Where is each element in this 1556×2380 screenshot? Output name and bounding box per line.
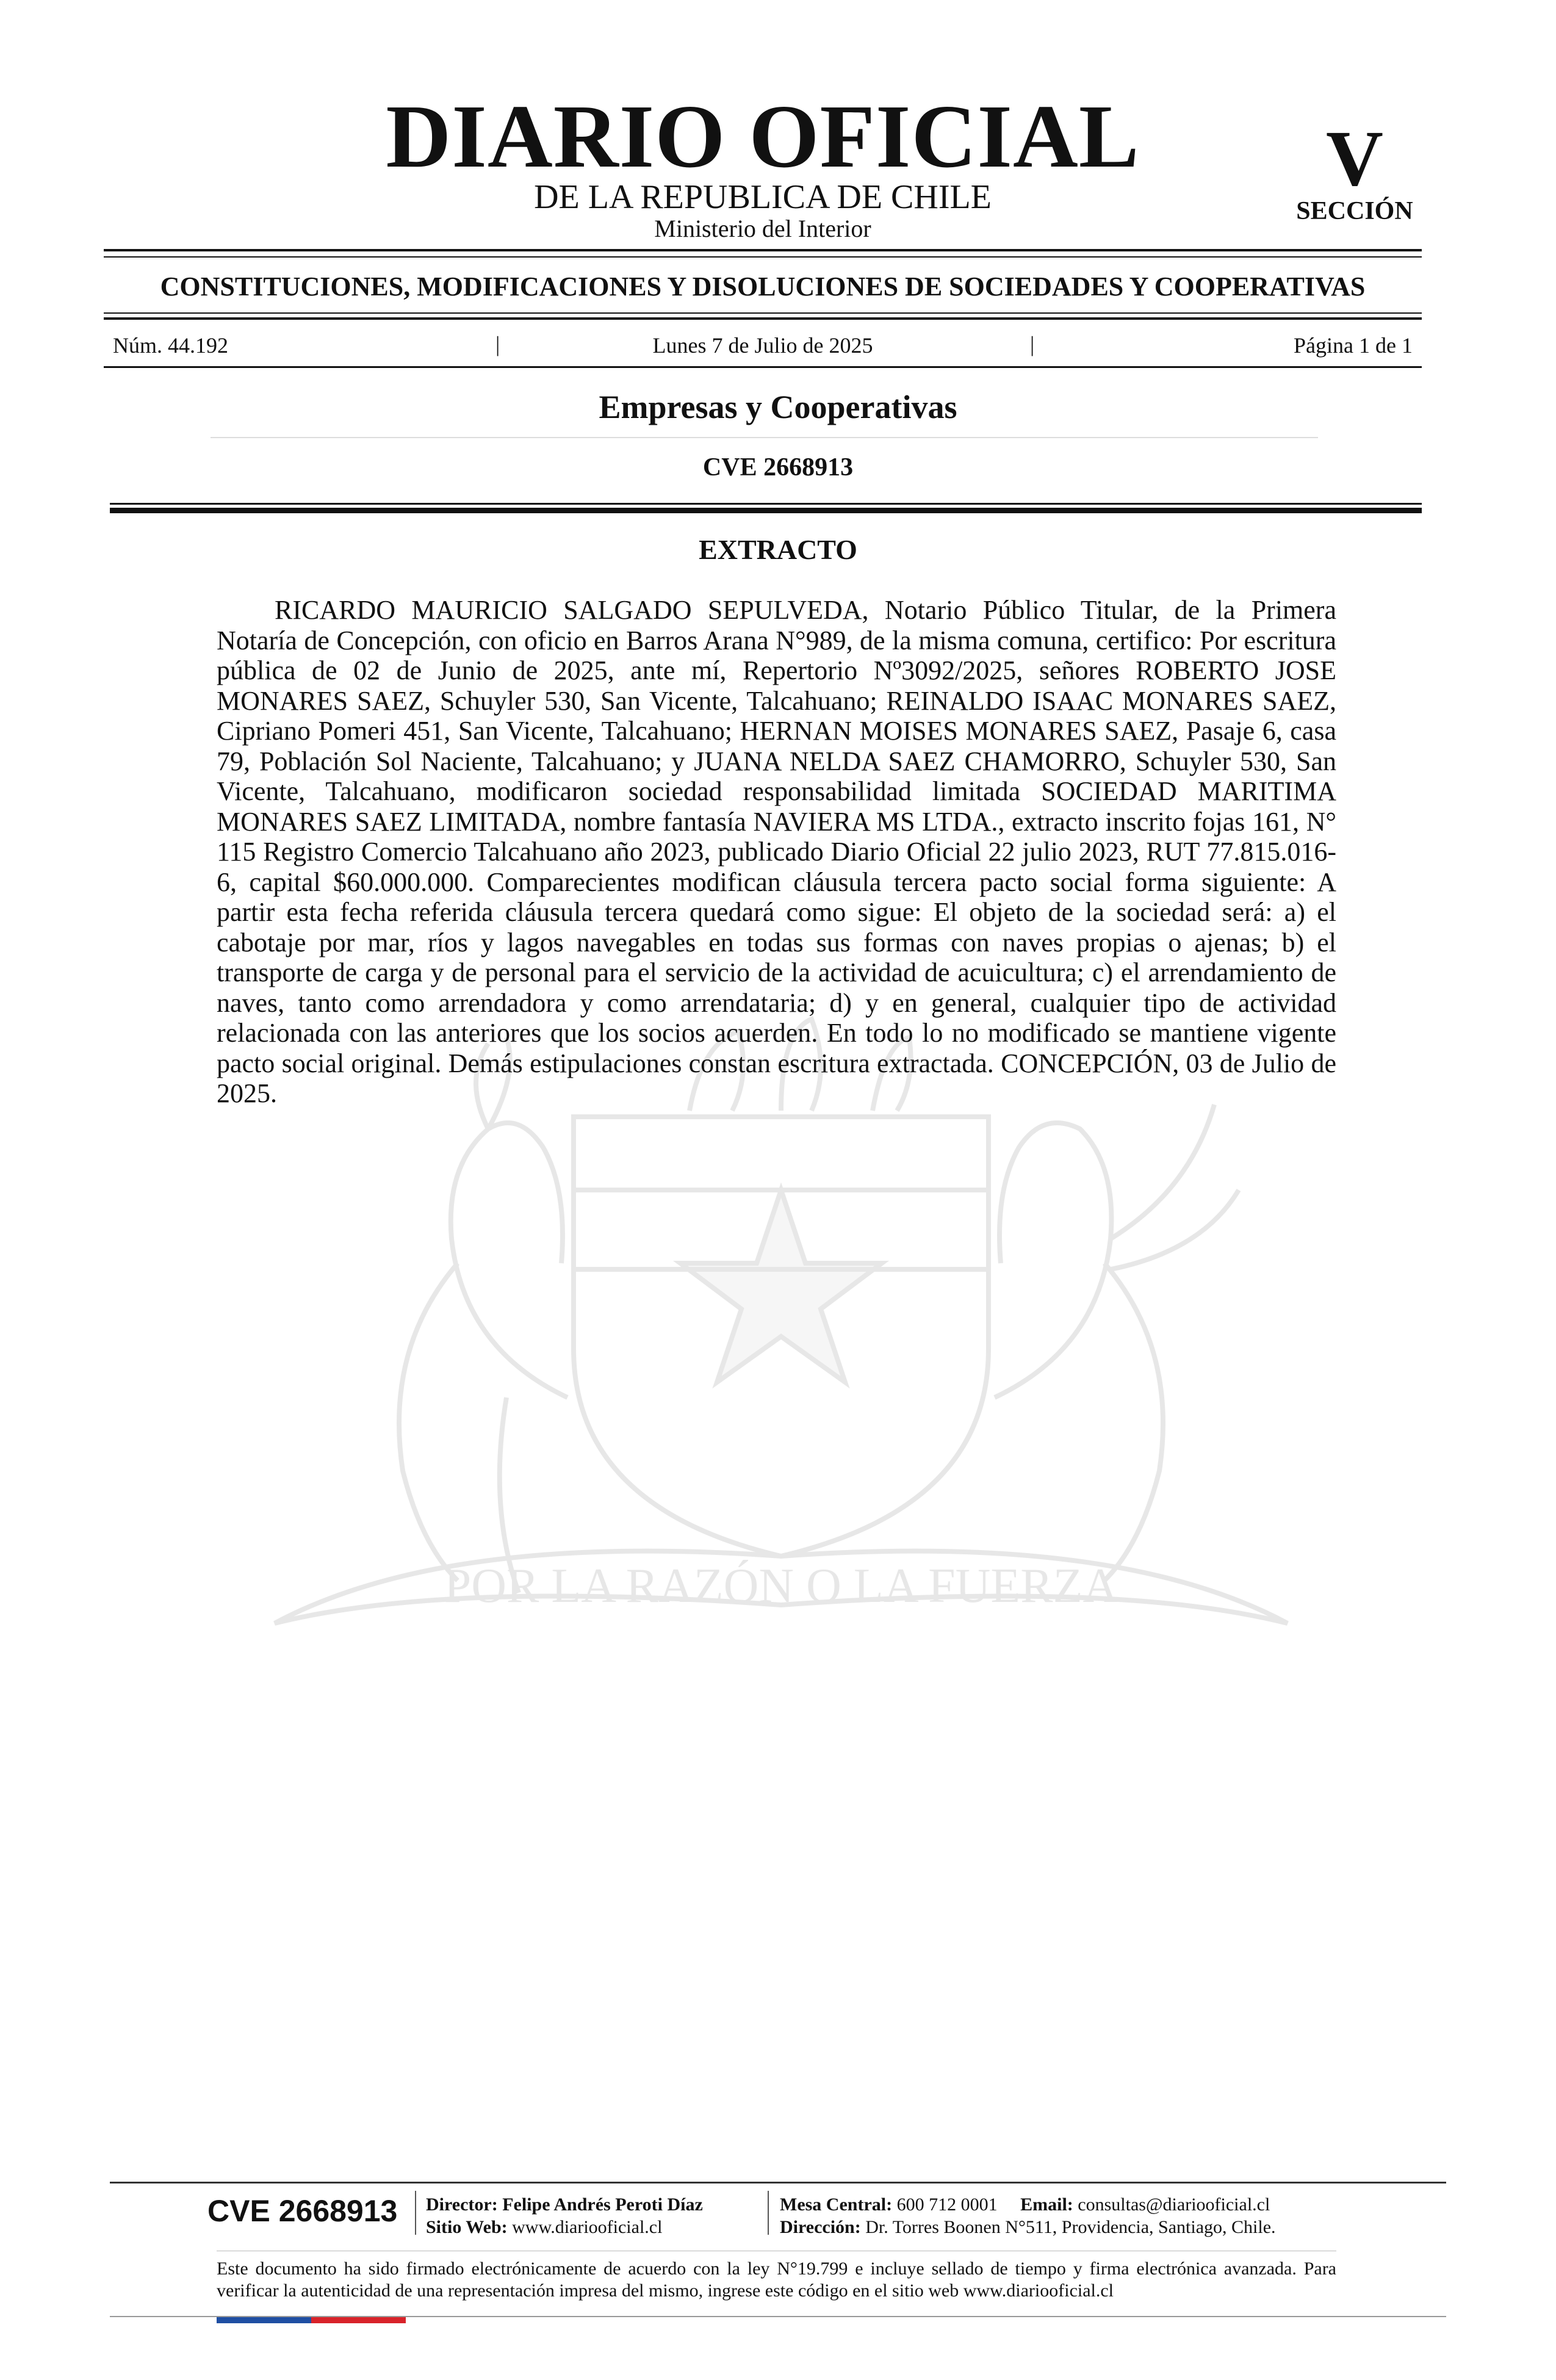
- header-divider: [104, 312, 1422, 314]
- address-text: Dr. Torres Boonen N°511, Providencia, Santiago, Chile.: [865, 2217, 1276, 2237]
- site-link[interactable]: www.diariooficial.cl: [512, 2217, 663, 2237]
- footer-separator: [768, 2191, 769, 2235]
- issue-separator: |: [1030, 332, 1035, 356]
- email-label: Email:: [1020, 2194, 1073, 2215]
- flag-stripe-blue: [217, 2317, 311, 2323]
- address-label: Dirección:: [780, 2217, 861, 2237]
- phone-label: Mesa Central:: [780, 2194, 893, 2215]
- footer-address: [780, 2218, 1276, 2237]
- footer-separator: [415, 2191, 416, 2235]
- issue-separator: |: [495, 332, 500, 356]
- footer-website: [426, 2218, 662, 2237]
- footer-divider: [110, 2182, 1446, 2183]
- content-divider: [110, 503, 1422, 505]
- section-divider: [211, 437, 1318, 438]
- masthead-ministry: Ministerio del Interior: [654, 215, 871, 242]
- site-label: Sitio Web:: [426, 2217, 508, 2237]
- content-divider: [110, 508, 1422, 513]
- section-label: SECCIÓN: [1296, 197, 1413, 225]
- section-letter: V: [1326, 115, 1383, 203]
- masthead-title: DIARIO OFICIAL: [386, 87, 1140, 187]
- header-divider: [104, 249, 1422, 251]
- issue-divider: [104, 366, 1422, 368]
- email-link[interactable]: consultas@diariooficial.cl: [1078, 2194, 1270, 2215]
- director-name: Felipe Andrés Peroti Díaz: [502, 2194, 703, 2215]
- extract-title: EXTRACTO: [699, 534, 857, 565]
- header-divider: [104, 256, 1422, 258]
- footer-signature-note: Este documento ha sido firmado electrónicamente de acuerdo con la ley N°19.799 e incluye sellado de tiempo y firma electrónica avanzada. Para verificar la autenticidad de una representación impresa del mismo, ingrese este código en el sitio web www.diariooficial.cl: [217, 2259, 1336, 2301]
- watermark-motto: POR LA RAZÓN O LA FUERZA: [444, 1559, 1118, 1613]
- issue-date: Lunes 7 de Julio de 2025: [652, 333, 873, 358]
- coat-of-arms-watermark-icon: [201, 1007, 1361, 1709]
- publication-category: CONSTITUCIONES, MODIFICACIONES Y DISOLUCIONES DE SOCIEDADES Y COOPERATIVAS: [160, 272, 1366, 301]
- header-divider: [104, 317, 1422, 320]
- masthead-subtitle: DE LA REPUBLICA DE CHILE: [534, 178, 992, 216]
- page-info: Página 1 de 1: [1294, 333, 1413, 358]
- flag-stripe-red: [311, 2317, 406, 2323]
- cve-code: CVE 2668913: [702, 453, 854, 481]
- phone-number: 600 712 0001: [896, 2194, 998, 2215]
- footer-director: [426, 2196, 703, 2214]
- footer-cve-code: CVE 2668913: [207, 2194, 398, 2228]
- section-name: Empresas y Cooperativas: [599, 389, 957, 425]
- footer-contact: [780, 2196, 1270, 2214]
- extract-body: RICARDO MAURICIO SALGADO SEPULVEDA, Notario Público Titular, de la Primera Notaría de Concepción, con oficio en Barros Arana N°989, de la misma comuna, certifico: Por escritura pública de 02 de Junio de 2025, ante mí, Repertorio Nº3092/2025, señores ROBERTO JOSE MONARES SAEZ, Schuyler 530, San Vicente, Talcahuano; REINALDO ISAAC MONARES SAEZ, Cipriano Pomeri 451, San Vicente, Talcahuano; HERNAN MOISES MONARES SAEZ, Pasaje 6, casa 79, Población Sol Naciente, Talcahuano; y JUANA NELDA SAEZ CHAMORRO, Schuyler 530, San Vicente, Talcahuano, modificaron sociedad responsabilidad limitada SOCIEDAD MARITIMA MONARES SAEZ LIMITADA, nombre fantasía NAVIERA MS LTDA., extracto inscrito fojas 161, N° 115 Registro Comercio Talcahuano año 2023, publicado Diario Oficial 22 julio 2023, RUT 77.815.016-6, capital $60.000.000. Comparecientes modifican cláusula tercera pacto social forma siguiente: A partir esta fecha referida cláusula tercera quedará como sigue: El objeto de la sociedad será: a) el cabotaje por mar, ríos y lagos navegables en todas sus formas con naves propias o ajenas; b) el transporte de carga y de personal para el servicio de la actividad de acuicultura; c) el arrendamiento de naves, tanto como arrendadora y como arrendataria; d) y en general, cualquier tipo de actividad relacionada con las anteriores que los socios acuerden. En todo lo no modificado se mantiene vigente pacto social original. Demás estipulaciones constan escritura extractada. CONCEPCIÓN, 03 de Julio de 2025.: [217, 595, 1336, 1108]
- director-label: Director:: [426, 2194, 498, 2215]
- issue-number: Núm. 44.192: [113, 333, 228, 358]
